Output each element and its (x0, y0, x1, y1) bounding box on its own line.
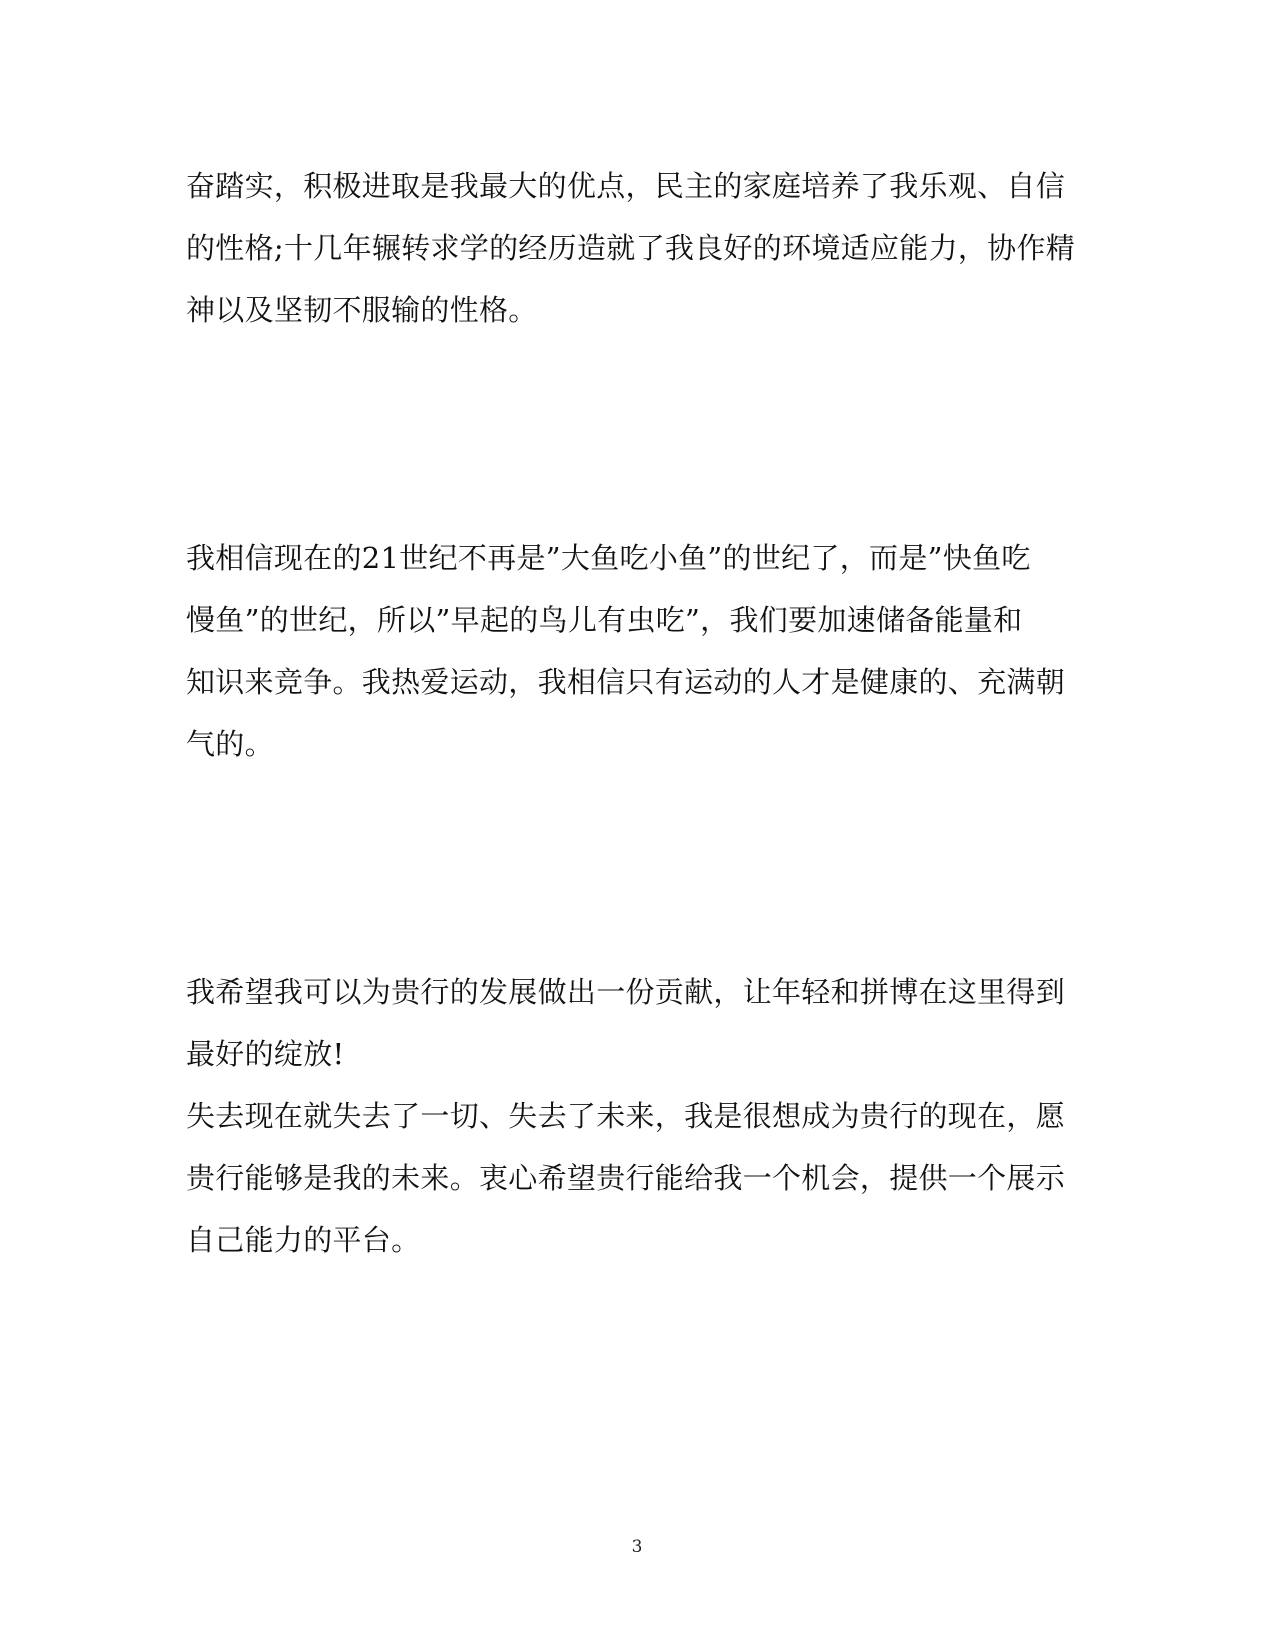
paragraph-line: 最好的绽放! (186, 1037, 345, 1071)
paragraph-line: 神以及坚韧不服输的性格。 (186, 293, 538, 327)
paragraph-line: 慢鱼”的世纪，所以”早起的鸟儿有虫吃”，我们要加速储备能量和 (186, 603, 1023, 637)
paragraph-line: 气的。 (186, 727, 274, 761)
page-number: 3 (631, 1537, 643, 1557)
paragraph-line: 奋踏实，积极进取是我最大的优点，民主的家庭培养了我乐观、自信 (186, 169, 1066, 203)
paragraph-line: 贵行能够是我的未来。衷心希望贵行能给我一个机会，提供一个展示 (186, 1161, 1066, 1195)
paragraph-line: 失去现在就失去了一切、失去了未来，我是很想成为贵行的现在，愿 (186, 1099, 1066, 1133)
paragraph-line: 我希望我可以为贵行的发展做出一份贡献，让年轻和拼博在这里得到 (186, 975, 1066, 1009)
paragraph-line: 自己能力的平台。 (186, 1223, 421, 1257)
paragraph-line: 知识来竞争。我热爱运动，我相信只有运动的人才是健康的、充满朝 (186, 665, 1066, 699)
paragraph-line: 我相信现在的21世纪不再是”大鱼吃小鱼”的世纪了，而是”快鱼吃 (186, 541, 1031, 575)
paragraph-line: 的性格;十几年辗转求学的经历造就了我良好的环境适应能力，协作精 (186, 231, 1076, 265)
